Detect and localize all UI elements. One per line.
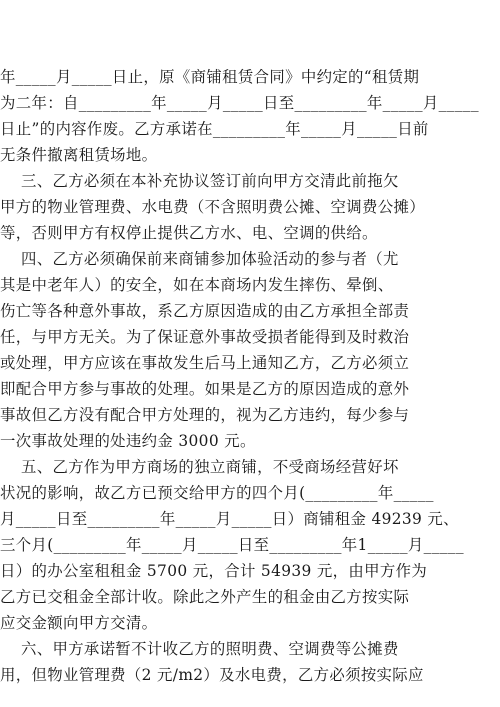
text-line: 为二年：自_________年_____月_____日至_________年_____月_____ [0,94,479,112]
text-line: 一次事故处理的处违约金 3000 元。 [0,432,256,450]
text-line: 其是中老年人）的安全，如在本商场内发生摔伤、晕倒、 [0,276,394,294]
text-line: 应交金额向甲方交清。 [0,614,158,632]
text-line: 等，否则甲方有权停止提供乙方水、电、空调的供给。 [0,224,378,242]
text-line: 五、乙方作为甲方商场的独立商铺，不受商场经营好坏 [0,458,399,476]
text-line: 日）的办公室租租金 5700 元，合计 54939 元，由甲方作为 [0,562,428,580]
text-line: 无条件撤离租赁场地。 [0,146,158,164]
text-line: 年_____月_____日止，原《商铺租赁合同》中约定的“租赁期 [0,68,420,86]
text-line: 甲方的物业管理费、水电费（不含照明费公摊、空调费公摊） [0,198,425,216]
text-line: 状况的影响，故乙方已预交给甲方的四个月(_________年_____ [0,484,434,502]
text-line: 伤亡等各种意外事故，系乙方原因造成的由乙方承担全部责 [0,302,410,320]
text-line: 乙方已交租金全部计收。除此之外产生的租金由乙方按实际 [0,588,410,606]
text-line: 月_____日至_________年_____月_____日）商铺租金 49239 元、 [0,510,459,528]
text-line: 六、甲方承诺暂不计收乙方的照明费、空调费等公摊费 [0,640,399,658]
text-line: 即配合甲方参与事故的处理。如果是乙方的原因造成的意外 [0,380,410,398]
text-line: 四、乙方必须确保前来商铺参加体验活动的参与者（尤 [0,250,399,268]
text-line: 三个月(_________年_____月_____日至_________年1_____月_____ [0,536,464,554]
text-line: 三、乙方必须在本补充协议签订前向甲方交清此前拖欠 [0,172,399,190]
text-line: 事故但乙方没有配合甲方处理的，视为乙方违约，每少参与 [0,406,410,424]
text-line: 或处理，甲方应该在事故发生后马上通知乙方，乙方必须立 [0,354,410,372]
text-line: 日止”的内容作废。乙方承诺在_________年_____月_____日前 [0,120,429,138]
text-line: 用，但物业管理费（2 元/m2）及水电费，乙方必须按实际应 [0,666,424,684]
text-line: 任，与甲方无关。为了保证意外事故受损者能得到及时救治 [0,328,410,346]
